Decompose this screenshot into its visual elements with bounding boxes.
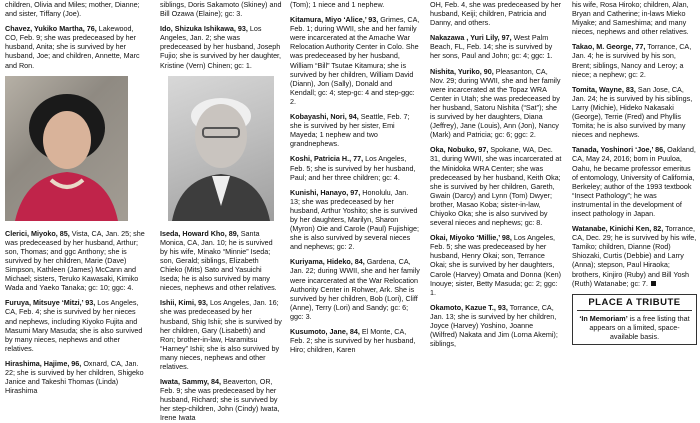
obituary-name: Hirashima, Hajime, 96, bbox=[5, 358, 82, 368]
obituary-name: Clerici, Miyoko, 85, bbox=[5, 228, 70, 238]
obituary-text: Oxnard, CA, Jan. 22; she is survived by her children, Shigeko Janice and Takeshi Thomas (Linda) Hirashima bbox=[5, 358, 144, 396]
obituary-name: Nishita, Yuriko, 90, bbox=[430, 66, 494, 76]
obituary-text: children, Olivia and Miles; mother, Dianne; and sister, Tiffany (Joe). bbox=[5, 0, 140, 19]
obituary-name: Furuya, Mitsuye ‘Mitzi,’ 93, bbox=[5, 298, 96, 308]
obituary-entry bbox=[572, 145, 697, 218]
obituary-entry bbox=[160, 24, 282, 69]
tribute-body bbox=[577, 314, 692, 341]
obituary-entry bbox=[160, 229, 282, 293]
obituary-name: Chavez, Yukiko Martha, 76, bbox=[5, 24, 97, 34]
tribute-text: is a free listing that appears on a limited, space-available basis. bbox=[589, 313, 690, 341]
obituary-entry bbox=[572, 0, 697, 36]
obituary-entry bbox=[5, 229, 148, 293]
obituary-text: Torrance, CA, Jan. 4; he is survived by his son, Brent; siblings, Nancy and Leroy; a niece; a nephew; gc: 2. bbox=[572, 42, 692, 79]
column-5 bbox=[572, 0, 697, 405]
obituary-entry bbox=[290, 0, 420, 9]
obituary-entry bbox=[290, 327, 420, 354]
obituary-text: West Palm Beach, FL, Feb. 14; she is survived by her sons, Paul and John; gc: 4; ggc: 1. bbox=[430, 33, 553, 61]
obituary-name: Iseda, Howard Kho, 89, bbox=[160, 228, 239, 238]
obituary-name: Oka, Nobuko, 97, bbox=[430, 145, 489, 155]
obituary-entry bbox=[430, 33, 562, 60]
obituary-name: Kusumoto, Jane, 84, bbox=[290, 327, 360, 336]
column-2 bbox=[160, 0, 282, 423]
column-1 bbox=[5, 0, 148, 405]
obituary-text: Torrance, CA, Dec. 29; he is survived by his wife, Tamiko; children, Dianne (Rod) Shiozaki, Curtis (Debbie) and Larry (Anna); stepson, Paul Hiraoka; brothers, Kinjiro (Ruby) and Bill Yosh (Ruth) Watanabe; gc: 7. bbox=[572, 224, 697, 288]
obituary-entry bbox=[430, 303, 562, 348]
obituary-text: Santa Monica, CA, Jan. 10; he is survived by his wife, Minako “Minnie” Iseda; son, Gerald; siblings, Elizabeth Chieko (Mits) Sato and Yasuichi Iseda; he is also survived by many nieces, nephews and other relatives. bbox=[160, 228, 277, 293]
column-4 bbox=[430, 0, 562, 405]
column-3 bbox=[290, 0, 420, 405]
obituary-entry bbox=[430, 233, 562, 297]
obituary-name: Ishii, Kimi, 93, bbox=[160, 298, 208, 308]
obituary-name: Tanada, Yoshinori ‘Joe,’ 86, bbox=[572, 145, 666, 155]
obituary-entry bbox=[160, 377, 282, 422]
obituary-text: El Monte, CA, Feb. 2; she is survived by her husband, Hiro; children, Karen bbox=[290, 327, 416, 355]
obituary-entry bbox=[572, 224, 697, 288]
obituary-text: Spokane, WA, Dec. 31, during WWII, she was incarcerated at the Minidoka WRA Center; she was predeceased by her husband, Keith Oka; she is survived by her children, Gareth, Gwain (Darcy) and Lynn (Tom) Dwyer; brother, Masao Koba; sister-in-law, Chiyoko Oka; she is also survived by several nieces and nephews; gc: 8. bbox=[430, 145, 562, 228]
obituary-entry bbox=[160, 0, 282, 18]
obituary-entry bbox=[290, 112, 420, 148]
obituary-name: Kitamura, Miyo ‘Alice,’ 93, bbox=[290, 15, 379, 25]
obituary-text: Oakland, CA, May 24, 2016; born in Puuloa, Oahu, he became professor emeritus of entomology, University of California, Berkeley; author of the 1993 textbook “Insect Pathology”; he was instrumental in the development of insect pathology in Japan. bbox=[572, 145, 696, 218]
obituary-entry bbox=[5, 24, 148, 69]
obituary-name: Okai, Miyoko ‘Millie,’ 98, bbox=[430, 233, 512, 243]
obituary-text: Pleasanton, CA, Nov. 29; during WWII, she and her family were incarcerated at the Topaz WRA Center in Utah; she was predeceased by her husband, Satoru Nishita (“Sat”); she is survived by her daughters, Diana (Jeffrey), Jane (Louis), Ann (Jon), Nancy (Mark) and Patricia; gc: 6; ggc: 2. bbox=[430, 66, 561, 140]
obituary-text: Seattle, Feb. 7; she is survived by her sister, Emi Mayeda; 1 nephew and two grandnephews. bbox=[290, 112, 410, 149]
obituary-entry bbox=[5, 298, 148, 353]
obituary-name: Kuriyama, Hideko, 84, bbox=[290, 257, 365, 267]
portrait-photo-man bbox=[168, 76, 274, 221]
obituary-entry bbox=[5, 359, 148, 395]
obituary-entry bbox=[290, 15, 420, 106]
obituary-entry bbox=[430, 67, 562, 140]
obituary-text: his wife, Rosa Hiroko; children, Alan, Bryan and Catherine; in-laws Mieko Miyake; and Sameshima; and many nieces, nephews and other relatives. bbox=[572, 0, 689, 37]
obituary-text: Los Angeles, Jan. 2; she was predeceased by her husband, Joseph Fujio; she is survived by her daughter, Kristine (Vern) Chinen; gc: 1. bbox=[160, 24, 282, 70]
portrait-photo-woman bbox=[5, 76, 128, 221]
obituary-entry bbox=[290, 257, 420, 321]
obituary-text: Grimes, CA, Feb. 1; during WWII, she and her family were incarcerated at the Amache War Relocation Authority Center in Colo. She was predeceased by her husband, William “Bill” Tsutae Kitamura; she is survived by her children, William David (Diann), Jon (Sally), Donald and Kendall; gc: 4; step-gc: 4 and step-ggc: 2. bbox=[290, 15, 420, 106]
obituary-entry bbox=[160, 298, 282, 371]
obituary-entry bbox=[290, 154, 420, 181]
end-mark-icon bbox=[651, 281, 656, 286]
obituary-text: Lakewood, CO, Feb. 9; she was predeceased by her husband, Anita; she is survived by her husband, Joe; and children, Annette, Marc and Ron. bbox=[5, 24, 140, 70]
obituary-name: Iwata, Sammy, 84, bbox=[160, 377, 221, 387]
tribute-label: ‘In Memoriam’ bbox=[579, 313, 628, 323]
obituary-entry bbox=[290, 188, 420, 252]
obituary-text: (Tom); 1 niece and 1 nephew. bbox=[290, 0, 385, 9]
obituary-entry bbox=[430, 0, 562, 27]
tribute-heading: PLACE A TRIBUTE bbox=[577, 298, 692, 311]
obituary-name: Kobayashi, Nori, 94, bbox=[290, 112, 359, 122]
obituary-name: Ido, Shizuka Ishikawa, 93, bbox=[160, 24, 248, 34]
obituary-entry bbox=[572, 85, 697, 140]
obituary-text: Los Angeles, Jan. 16; she was predeceased by her husband, Shig Ishii; she is survived by her children, Gary (Lisabeth) and Ron; brother-in-law, Haramitsu “Harney” Ishii; she is also survived by many nieces, nephews and other relatives. bbox=[160, 298, 282, 371]
place-a-tribute-box bbox=[572, 294, 697, 345]
obituary-text: Vista, CA, Jan. 25; she was predeceased by her husband, Arthur; son, Thomas; and ggc Anthony; she is survived by her children, Marie (Dave) Simpson, Kathleen (James) McCann and Michael; sisters, Teruko Kawasaki, Kimiko Wada and Yaeko Tanaka; gc: 10; ggc: 4. bbox=[5, 228, 145, 293]
obituary-name: Okamoto, Kazue T., 93, bbox=[430, 302, 508, 312]
obituary-name: Takao, M. George, 77, bbox=[572, 42, 646, 52]
obituary-text: Los Angeles, Feb. 5; she was predeceased by her husband, Henry Okai; son, Terrance Okai; she is survived by her daughters, Carole (Harvey) Omata and Donna (Ken) Inouye; sister, Betty Masuda; gc: 2; ggc: 1. bbox=[430, 233, 562, 297]
obituary-text: Los Angeles, CA, Feb. 4; she is survived by her nieces and nephews, including Kiyoko Fujita and Masumi Mary Masuda; she is also survived by many nieces, nephews and other relatives. bbox=[5, 298, 143, 353]
obituary-entry bbox=[5, 0, 148, 18]
obituary-text: Beaverton, OR, Feb. 9; she was predeceased by her husband, Richard; she is survived by her step-children, John (Cindy) Iwata, Irene Iwata bbox=[160, 377, 280, 423]
obituary-text: Gardena, CA, Jan. 22; during WWII, she and her family were incarcerated at the War Relocation Authority Center in Rohwer, Ark. She is survived by her children, Bob (Lori), Cliff (Anne), Terry (Lori) and Sandy; gc: 6; ggc: 3. bbox=[290, 257, 420, 321]
obituary-name: Nakazawa , Yuri Lily, 97, bbox=[430, 33, 512, 43]
obituary-text: siblings, Doris Sakamoto (Skiney) and Bill Ozawa (Elaine); gc: 3. bbox=[160, 0, 282, 19]
obituary-text: Honolulu, Jan. 13; she was predeceased by her husband, Arthur Yoshito; she is survived by her daughters, Marilyn, Sharon (Myron) Oie and Carole (Paul) Fujishige; she is also survived by several nieces and nephews; gc: 2. bbox=[290, 187, 420, 252]
obituary-text: San Jose, CA, Jan. 24; he is survived by his siblings, Larry (Michie), Hideko Nakasaki (George), Terrie (Fred) and Phyllis Tomita; he is also survived by many nieces and nephews. bbox=[572, 84, 693, 140]
obituary-name: Watanabe, Kinichi Ken, 82, bbox=[572, 224, 664, 234]
obituary-text: OH, Feb. 4, she was predeceased by her husband, Keiji; children, Patricia and Danny, and others. bbox=[430, 0, 562, 28]
obituary-entry bbox=[572, 42, 697, 78]
obituary-name: Tomita, Wayne, 83, bbox=[572, 84, 636, 94]
obituary-name: Koshi, Patricia H., 77, bbox=[290, 154, 364, 164]
obituary-text: Los Angeles, Feb. 5; she is survived by her husband, Paul; and her three children; gc: 4. bbox=[290, 154, 416, 182]
obituary-entry bbox=[430, 145, 562, 227]
obituary-name: Kunishi, Hanayo, 97, bbox=[290, 187, 361, 197]
obituary-text: Torrance, CA, Jan. 13; she is survived by her children, Joyce (Harvey) Yoshino, Joanne (Wilfred) Nakata and Jim (Lorna Akemi); siblings, bbox=[430, 302, 558, 349]
